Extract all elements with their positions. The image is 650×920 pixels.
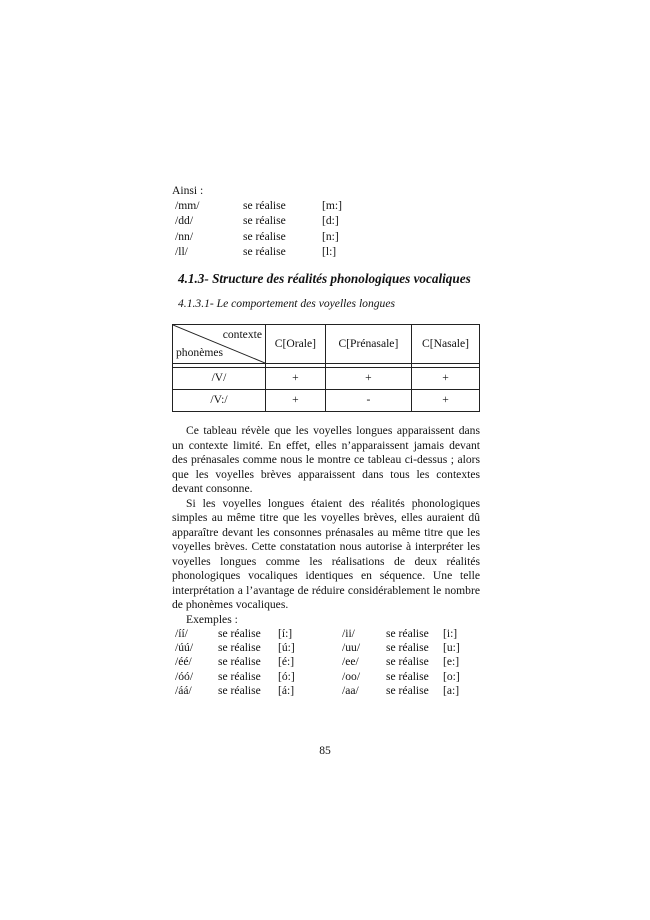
- example-row: [172, 684, 480, 698]
- table-header-row: [173, 325, 480, 364]
- table-cell: +: [412, 390, 480, 412]
- phoneme: /aa/: [342, 683, 359, 697]
- verb: se réalise: [386, 683, 429, 697]
- subsection-heading: 4.1.3.1- Le comportement des voyelles longues: [178, 297, 396, 310]
- intro-block: [172, 184, 480, 261]
- example-row: [172, 655, 480, 669]
- verb: se réalise: [386, 641, 429, 655]
- verb: se réalise: [218, 627, 261, 640]
- phoneme: /ee/: [342, 655, 359, 669]
- corner-label-context: contexte: [222, 328, 262, 341]
- realisation-row: [172, 214, 480, 230]
- page-number: 85: [319, 744, 331, 757]
- table-row: [173, 368, 480, 390]
- verb: se réalise: [386, 669, 429, 683]
- phoneme: /ll/: [175, 245, 188, 258]
- table-cell: +: [266, 390, 326, 412]
- body-text: [172, 424, 480, 698]
- verb: se réalise: [386, 655, 429, 669]
- example-row: [172, 627, 480, 641]
- table-cell: +: [412, 368, 480, 390]
- phoneme: /éé/: [175, 655, 192, 669]
- phoneme: /dd/: [175, 214, 194, 227]
- example-row: [172, 670, 480, 684]
- intro-label: Ainsi :: [172, 184, 204, 197]
- phoneme: /uu/: [342, 641, 361, 655]
- realisation-row: [172, 245, 480, 261]
- result: [i:]: [443, 627, 458, 640]
- result: [a:]: [443, 683, 460, 697]
- phoneme: /nn/: [175, 229, 194, 243]
- verb: se réalise: [243, 214, 286, 227]
- phoneme: /mm/: [175, 198, 200, 212]
- verb: se réalise: [218, 641, 261, 655]
- page-content: [172, 184, 480, 697]
- result: [l:]: [322, 245, 337, 258]
- table-corner-cell: [173, 325, 266, 364]
- result: [ú:]: [278, 641, 295, 655]
- result: [n:]: [322, 229, 339, 243]
- paragraph: Ce tableau révèle que les voyelles longues apparaissent dans un contexte limité. En effet, elles n’apparaissent jamais devant des prénasales comme nous le montre ce tableau ci-dessus ; alors que les voyelles brèves apparaissent dans tous les contextes devant consonne.: [172, 424, 480, 495]
- phoneme: /íí/: [175, 627, 188, 640]
- table-cell: -: [325, 390, 411, 412]
- column-header: C[Orale]: [266, 325, 326, 364]
- result: [ó:]: [278, 669, 295, 683]
- verb: se réalise: [243, 245, 286, 258]
- phoneme: /oo/: [342, 669, 361, 683]
- row-label: /V:/: [173, 390, 266, 412]
- paragraph: Si les voyelles longues étaient des réalités phonologiques simples au même titre que les voyelles brèves, elles auraient dû apparaître devant les consonnes prénasales au même titre que les voyelles brèves. Cette constatation nous autorise à interpréter les voyelles longues comme les réalisations de deux réalités phonologiques vocaliques identiques en séquence. Une telle interprétation a l’avantage de réduire considérablement le nombre de phonèmes vocaliques.: [172, 496, 480, 611]
- phoneme: /áá/: [175, 683, 192, 697]
- result: [e:]: [443, 655, 460, 669]
- section-heading: 4.1.3- Structure des réalités phonologiques vocaliques: [178, 270, 471, 286]
- column-header: C[Prénasale]: [325, 325, 411, 364]
- result: [d:]: [322, 214, 339, 227]
- verb: se réalise: [218, 669, 261, 683]
- result: [m:]: [322, 198, 342, 212]
- corner-label-phonemes: phonèmes: [176, 345, 224, 359]
- result: [í:]: [278, 627, 293, 640]
- result: [é:]: [278, 655, 295, 669]
- result: [u:]: [443, 641, 460, 655]
- verb: se réalise: [243, 198, 286, 212]
- table-row: [173, 390, 480, 412]
- column-header: C[Nasale]: [412, 325, 480, 364]
- realisation-row: [172, 230, 480, 246]
- examples-label: Exemples :: [186, 612, 238, 626]
- phoneme: /óó/: [175, 669, 194, 683]
- example-row: [172, 641, 480, 655]
- verb: se réalise: [218, 683, 261, 697]
- verb: se réalise: [386, 627, 429, 640]
- verb: se réalise: [243, 229, 286, 243]
- realisation-row: [172, 199, 480, 215]
- phoneme: /úú/: [175, 641, 194, 655]
- result: [o:]: [443, 669, 460, 683]
- vowel-behaviour-table: [172, 324, 480, 412]
- row-label: /V/: [173, 368, 266, 390]
- table-cell: +: [325, 368, 411, 390]
- phoneme: /ii/: [342, 627, 355, 640]
- verb: se réalise: [218, 655, 261, 669]
- table-cell: +: [266, 368, 326, 390]
- result: [á:]: [278, 683, 295, 697]
